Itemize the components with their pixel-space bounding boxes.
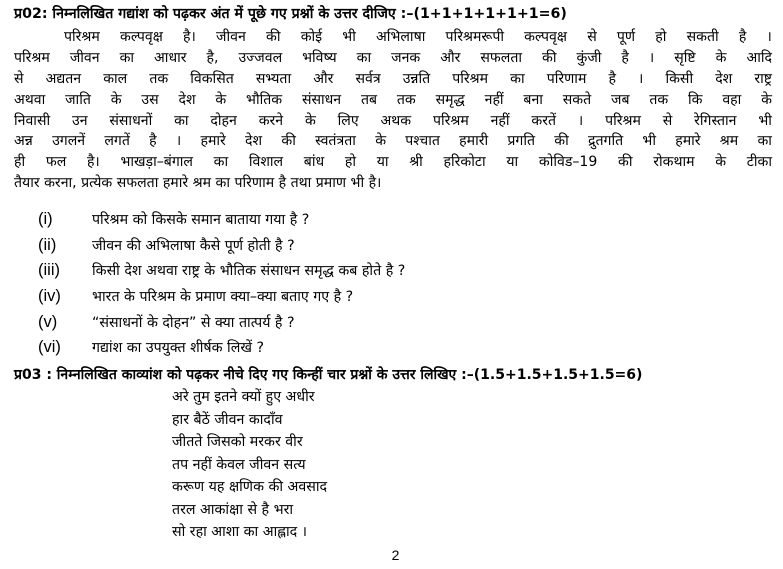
subquestion-text: भारत के परिश्रम के प्रमाण क्या–क्या बताए गए है ?	[92, 289, 354, 306]
passage-word: के	[715, 154, 727, 171]
passage-line	[14, 152, 772, 173]
passage-word: कोई	[300, 29, 323, 45]
passage-word: का	[757, 133, 772, 150]
passage-word: वहा	[722, 91, 742, 108]
passage-word: से	[662, 112, 673, 129]
passage-word: देश	[715, 70, 733, 87]
passage-word: संसाधनों	[109, 112, 153, 129]
passage-word: रेगिस्तान	[694, 112, 737, 129]
passage-word: हरिकोटा	[443, 154, 486, 171]
poem-line: करूण यह क्षणिक की अवसाद	[172, 479, 328, 495]
passage-word: और	[440, 49, 461, 66]
passage-word: सर्वत्र	[355, 70, 381, 87]
passage-word: सकती	[686, 29, 719, 45]
passage-word: किसी	[665, 70, 694, 87]
subquestion-number: (ii)	[38, 235, 57, 254]
passage-word: भी	[758, 112, 772, 129]
passage-word: समृद्ध	[435, 91, 465, 108]
passage-word: स्वतंत्रता	[315, 133, 356, 150]
passage-word: लिए	[337, 112, 359, 129]
passage-word: है	[608, 70, 616, 87]
passage-word: की	[618, 154, 633, 171]
passage-line	[14, 48, 772, 69]
passage-word: भविष्य	[302, 49, 337, 66]
passage-word: के	[375, 133, 387, 150]
passage-word: है	[738, 29, 747, 45]
passage-word: का	[356, 49, 372, 66]
passage-word: और	[313, 70, 334, 87]
passage-word: उन	[71, 112, 88, 129]
passage-word: तब	[360, 91, 378, 108]
passage-word: है	[621, 49, 629, 66]
passage-line	[14, 111, 772, 132]
passage-word: हो	[344, 154, 356, 171]
passage-word: के	[715, 49, 727, 66]
passage-word: रोकथाम	[653, 154, 695, 171]
passage-word: हमारी	[459, 133, 489, 150]
passage-word: नहीं	[484, 91, 504, 108]
poem-line: तरल आकांक्षा से है भरा	[172, 501, 294, 518]
passage-word: ।	[766, 29, 772, 45]
passage-word: हमारे	[200, 133, 226, 150]
passage-word: परिश्रम	[605, 112, 641, 129]
passage-word: बना	[523, 91, 543, 108]
passage-word: करने	[258, 112, 284, 129]
passage-word: तक	[396, 91, 416, 108]
passage-word: श्री	[409, 154, 423, 171]
passage-word: नहीं	[490, 112, 510, 129]
passage-word: अथक	[380, 112, 412, 129]
subquestion	[38, 233, 598, 259]
poem-line: तप नहीं केवल जीवन सत्य	[172, 456, 306, 473]
passage-word: या	[506, 154, 519, 171]
passage-word: पश्चात	[405, 133, 440, 150]
subquestion-number: (iii)	[38, 261, 60, 280]
passage-word: फल	[45, 154, 67, 171]
passage-word: के	[761, 91, 772, 108]
subquestion	[38, 284, 598, 310]
passage-line	[14, 131, 772, 152]
subquestion	[38, 207, 598, 233]
passage-word: ।	[638, 70, 644, 87]
passage-word: दोहन	[210, 112, 237, 129]
passage-word: टीका	[746, 154, 772, 171]
passage-word: की	[542, 49, 557, 66]
passage-word: निवासी	[14, 112, 51, 129]
passage-word: कि	[688, 91, 703, 108]
passage-word: परिश्रम	[452, 70, 489, 87]
passage-word: बांध	[303, 154, 325, 171]
passage-word: के	[215, 91, 227, 108]
passage-line	[14, 90, 772, 111]
passage-word: ।	[577, 112, 584, 129]
poem	[172, 386, 472, 544]
passage-word: का	[174, 112, 189, 129]
passage-word: भी	[342, 29, 356, 45]
subquestion-number: (i)	[38, 210, 53, 229]
passage-word: है	[149, 133, 157, 150]
passage-word: अथवा	[14, 91, 46, 108]
poem-line: जीतते जिसको मरकर वीर	[172, 434, 303, 450]
passage-word: ।	[648, 49, 655, 66]
subquestion	[38, 309, 598, 335]
passage-word: उज्जवल	[238, 49, 283, 66]
passage-word: अद्यतन	[45, 70, 82, 87]
page-number: 2	[391, 547, 400, 563]
passage-word: परिश्रमरूपी	[445, 29, 504, 45]
question-2-heading: प्र02: निम्नलिखित गद्यांश को पढ़कर अंत में पूछे गए प्रश्नों के उत्तर दीजिए :–(1+1+1+1+1+1=6)	[14, 6, 567, 22]
passage-word: ही	[14, 154, 26, 171]
passage-word: कोविड–19	[538, 154, 598, 171]
passage-word: जब	[611, 91, 630, 108]
subquestion-text: जीवन की अभिलाषा कैसे पूर्ण होती है ?	[92, 237, 295, 254]
passage-word: का	[119, 49, 135, 66]
passage-word: हमारे	[675, 133, 701, 150]
passage-word: आदि	[746, 49, 772, 66]
poem-line: हार बैठें जीवन कादाँव	[172, 411, 283, 428]
passage-word: है।	[183, 29, 196, 45]
passage-word: कुंजी	[576, 49, 602, 66]
passage-word: पूर्ण	[616, 29, 636, 45]
subquestion-text: “संसाधनों के दोहन” से क्या तात्पर्य है ?	[92, 314, 295, 331]
passage-word: श्रम	[719, 133, 739, 150]
passage-word: सकते	[562, 91, 592, 108]
passage-word: की	[554, 133, 569, 150]
passage-word: जीवन	[69, 49, 100, 66]
passage-word: अन्न	[14, 133, 33, 150]
passage-word: राष्ट्र	[754, 70, 772, 87]
passage-line	[14, 27, 772, 48]
subquestion-text: गद्यांश का उपयुक्त शीर्षक लिखें ?	[92, 340, 264, 357]
subquestion-number: (vi)	[38, 338, 61, 357]
passage-word: परिश्रम	[432, 112, 469, 129]
poem-line: सो रहा आशा का आह्लाद ।	[172, 524, 308, 540]
passage-word: का	[510, 70, 525, 87]
passage-word: भी	[642, 133, 656, 150]
passage-word: सृष्टि	[674, 49, 696, 66]
passage-word: विकसित	[190, 70, 234, 87]
passage-word: संसाधन	[301, 91, 342, 108]
passage-word: देश	[178, 91, 196, 108]
subquestion	[38, 258, 598, 284]
subquestion	[38, 335, 598, 361]
passage-word: उगलनें	[52, 133, 86, 150]
passage-word: भाखड़ा–बंगाल	[120, 154, 193, 171]
passage-word: या	[376, 154, 389, 171]
subquestion-number: (iv)	[38, 287, 61, 306]
passage-word: से	[14, 70, 24, 87]
passage-word: सफलता	[480, 49, 523, 66]
passage-word: जनक	[391, 49, 421, 66]
question-3-heading: प्र03 : निम्नलिखित काव्यांश को पढ़कर नीचे दिए गए किन्हीं चार प्रश्नों के उत्तर लिखिए :–(1.5+1.5+1.5+1.5=6)	[14, 367, 643, 383]
passage-word: जाति	[65, 91, 91, 108]
passage-word: अभिलाषा	[376, 29, 426, 45]
passage-word: ।	[175, 133, 182, 150]
passage-word: उस	[141, 91, 159, 108]
passage-word: की	[281, 133, 296, 150]
passage-word: कल्पवृक्ष	[120, 29, 163, 45]
passage-word: तक	[649, 91, 669, 108]
passage-word: उन्नति	[402, 70, 431, 87]
passage-word: तैयार करना, प्रत्येक सफलता हमारे श्रम का परिणाम है तथा प्रमाण भी है।	[14, 175, 382, 192]
subquestion-text: किसी देश अथवा राष्ट्र के भौतिक संसाधन समृद्ध कब होते है ?	[92, 263, 406, 280]
passage-word: जीवन	[216, 29, 246, 45]
passage-word: से	[587, 29, 597, 45]
passage-word: है,	[206, 49, 219, 66]
passage-word: देश	[245, 133, 263, 150]
passage-word: कल्पवृक्ष	[524, 29, 567, 45]
passage-word: परिश्रम	[14, 49, 50, 66]
passage-word: विशाल	[248, 154, 284, 171]
passage-word: सभ्यता	[255, 70, 292, 87]
passage-word: का	[213, 154, 229, 171]
passage-word: हो	[655, 29, 667, 45]
passage-line	[14, 173, 772, 194]
passage-word: परिणाम	[546, 70, 587, 87]
passage-line	[14, 69, 772, 90]
passage-word: है।	[86, 154, 100, 171]
poem-line: अरे तुम इतने क्यों हुए अधीर	[172, 389, 315, 405]
passage-word: द्रुतगति	[588, 133, 624, 150]
passage-word: के	[304, 112, 316, 129]
passage-word: तक	[149, 70, 169, 87]
passage-word: लगतें	[104, 133, 130, 150]
passage-word: भौतिक	[246, 91, 283, 108]
subquestion-text: परिश्रम को किसके समान बाताया गया है ?	[92, 212, 310, 229]
passage-word: की	[266, 29, 281, 45]
passage-word: प्रगति	[507, 133, 536, 150]
passage-word: के	[110, 91, 122, 108]
passage-word: काल	[103, 70, 128, 87]
passage	[14, 27, 772, 194]
question-2-subquestions	[38, 207, 598, 361]
subquestion-number: (v)	[38, 312, 58, 331]
passage-word: करतें	[531, 112, 557, 129]
passage-word: परिश्रम	[64, 29, 100, 45]
passage-word: आधार	[154, 49, 187, 66]
